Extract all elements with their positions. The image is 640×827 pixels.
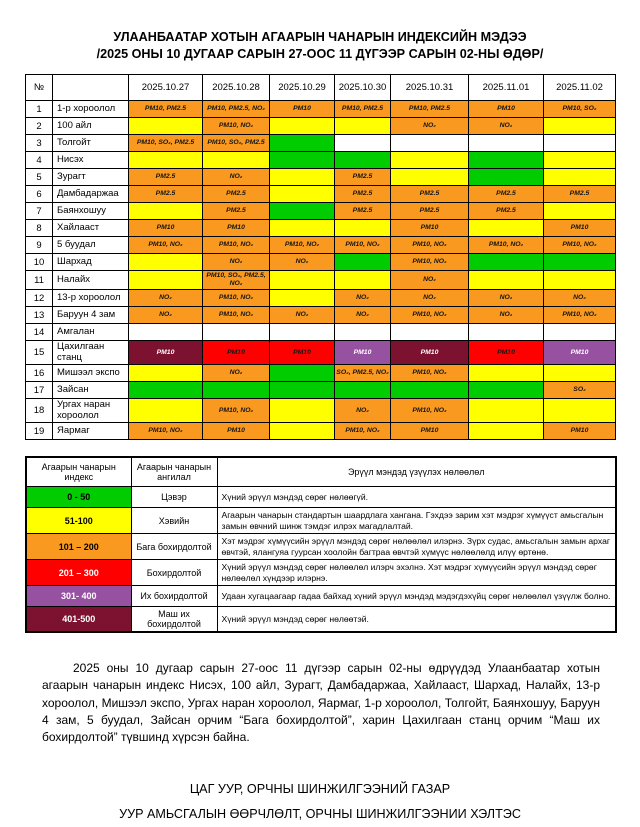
aqi-cell [391, 152, 469, 169]
aqi-cell [270, 423, 335, 440]
legend-header-cell: Агаарын чанарын ангилал [131, 457, 217, 487]
legend-header-row [26, 457, 616, 487]
district-name: Дамбадаржаа [53, 186, 129, 203]
aqi-cell: PM10, SO₂, PM2.5 [129, 135, 203, 152]
aqi-cell: SO₂, PM2.5, NO₂ [335, 365, 391, 382]
aqi-cell [335, 324, 391, 341]
aqi-cell: NO₂ [203, 169, 270, 186]
aqi-cell [469, 399, 544, 423]
aqi-cell [544, 169, 616, 186]
aqi-cell: PM10, NO₂ [391, 365, 469, 382]
aqi-cell [129, 271, 203, 290]
aqi-cell [544, 135, 616, 152]
aqi-cell [129, 324, 203, 341]
aqi-cell: NO₂ [270, 254, 335, 271]
district-row [26, 101, 616, 118]
aqi-cell: PM10 [203, 423, 270, 440]
district-number: 13 [26, 307, 53, 324]
aqi-cell: NO₂ [335, 307, 391, 324]
legend-table [25, 456, 617, 633]
aqi-cell: NO₂ [270, 307, 335, 324]
station-column-header [53, 75, 129, 101]
date-header: 2025.11.01 [469, 75, 544, 101]
aqi-table-body [26, 101, 616, 440]
footer [0, 777, 640, 827]
legend-category: Их бохирдолтой [131, 586, 217, 607]
district-name: Баруун 4 зам [53, 307, 129, 324]
legend-category: Бага бохирдолтой [131, 534, 217, 560]
district-name: Ургах наран хороолол [53, 399, 129, 423]
aqi-cell: PM10 [544, 341, 616, 365]
aqi-cell: PM10, PM2.5, NO₂ [203, 101, 270, 118]
aqi-cell: NO₂ [391, 271, 469, 290]
aqi-cell: PM2.5 [129, 186, 203, 203]
aqi-cell [544, 152, 616, 169]
aqi-cell [544, 271, 616, 290]
aqi-cell [544, 324, 616, 341]
aqi-cell: PM10, SO₂, PM2.5, NO₂ [203, 271, 270, 290]
district-number: 6 [26, 186, 53, 203]
legend-category: Хэвийн [131, 508, 217, 534]
district-number: 15 [26, 341, 53, 365]
district-number: 9 [26, 237, 53, 254]
district-name: Баянхошуу [53, 203, 129, 220]
aqi-cell: NO₂ [129, 307, 203, 324]
district-name: Мишээл экспо [53, 365, 129, 382]
aqi-table [25, 74, 616, 440]
legend-range: 51-100 [26, 508, 131, 534]
aqi-cell [270, 399, 335, 423]
aqi-cell: PM10, NO₂ [391, 307, 469, 324]
footer-line-1: ЦАГ УУР, ОРЧНЫ ШИНЖИЛГЭЭНИЙ ГАЗАР [189, 782, 451, 797]
aqi-cell: NO₂ [469, 307, 544, 324]
aqi-cell [544, 399, 616, 423]
aqi-table-header [26, 75, 616, 101]
district-name: Зайсан [53, 382, 129, 399]
aqi-cell: PM10 [129, 220, 203, 237]
aqi-cell: PM10, SO₂ [544, 101, 616, 118]
district-number: 10 [26, 254, 53, 271]
aqi-cell: PM10 [203, 220, 270, 237]
date-header: 2025.10.28 [203, 75, 270, 101]
aqi-cell [469, 271, 544, 290]
district-name: 5 буудал [53, 237, 129, 254]
district-number: 2 [26, 118, 53, 135]
aqi-cell [391, 135, 469, 152]
aqi-cell: PM10 [335, 341, 391, 365]
aqi-cell [335, 382, 391, 399]
legend-table-header [26, 457, 616, 487]
aqi-cell [129, 203, 203, 220]
district-number: 11 [26, 271, 53, 290]
aqi-cell: PM2.5 [391, 203, 469, 220]
date-header: 2025.10.29 [270, 75, 335, 101]
aqi-cell: PM10 [391, 220, 469, 237]
aqi-cell: NO₂ [391, 118, 469, 135]
legend-range: 0 - 50 [26, 487, 131, 508]
aqi-cell: PM10, NO₂ [469, 237, 544, 254]
aqi-cell [270, 382, 335, 399]
district-number: 3 [26, 135, 53, 152]
aqi-cell: PM2.5 [335, 186, 391, 203]
district-name: Нисэх [53, 152, 129, 169]
aqi-cell [129, 118, 203, 135]
legend-header-cell: Эрүүл мэндэд үзүүлэх нөлөөлөл [217, 457, 616, 487]
aqi-cell [335, 118, 391, 135]
aqi-cell [391, 382, 469, 399]
aqi-cell: PM10 [203, 341, 270, 365]
aqi-cell: SO₂ [544, 382, 616, 399]
aqi-cell [544, 203, 616, 220]
aqi-cell [270, 290, 335, 307]
district-row [26, 203, 616, 220]
district-name: Налайх [53, 271, 129, 290]
aqi-cell: NO₂ [544, 290, 616, 307]
aqi-cell [391, 169, 469, 186]
aqi-cell: NO₂ [203, 365, 270, 382]
district-row [26, 341, 616, 365]
legend-row [26, 607, 616, 633]
district-row [26, 271, 616, 290]
aqi-cell: NO₂ [391, 290, 469, 307]
aqi-cell: PM10 [270, 101, 335, 118]
aqi-cell: NO₂ [335, 399, 391, 423]
aqi-cell: PM10 [469, 101, 544, 118]
district-number: 4 [26, 152, 53, 169]
district-row [26, 324, 616, 341]
aqi-cell [270, 152, 335, 169]
aqi-cell [335, 271, 391, 290]
legend-row [26, 560, 616, 586]
aqi-cell [270, 169, 335, 186]
date-header: 2025.10.31 [391, 75, 469, 101]
legend-category: Маш их бохирдолтой [131, 607, 217, 633]
aqi-cell [270, 135, 335, 152]
legend-row [26, 508, 616, 534]
aqi-header-row [26, 75, 616, 101]
district-name: 100 айл [53, 118, 129, 135]
aqi-cell [270, 203, 335, 220]
legend-row [26, 534, 616, 560]
aqi-cell [469, 382, 544, 399]
district-number: 5 [26, 169, 53, 186]
aqi-cell: PM10, NO₂ [203, 290, 270, 307]
district-row [26, 186, 616, 203]
district-number: 1 [26, 101, 53, 118]
district-row [26, 382, 616, 399]
footer-line-2: УУР АМЬСГАЛЫН ӨӨРЧЛӨЛТ, ОРЧНЫ ШИНЖИЛГЭЭНИИ ХЭЛТЭС [119, 807, 521, 822]
district-name: Толгойт [53, 135, 129, 152]
district-number: 17 [26, 382, 53, 399]
aqi-cell [544, 254, 616, 271]
aqi-cell [469, 152, 544, 169]
aqi-cell [203, 382, 270, 399]
aqi-cell: PM10, NO₂ [203, 118, 270, 135]
legend-row [26, 487, 616, 508]
district-name: Хайлааст [53, 220, 129, 237]
aqi-cell: PM10, NO₂ [335, 237, 391, 254]
aqi-cell: PM10, NO₂ [544, 237, 616, 254]
district-row [26, 152, 616, 169]
legend-range: 301- 400 [26, 586, 131, 607]
aqi-cell [203, 152, 270, 169]
aqi-cell: PM10, NO₂ [203, 399, 270, 423]
summary-paragraph: 2025 оны 10 дугаар сарын 27-оос 11 дүгээр сарын 02-ны өдрүүдэд Улаанбаатар хотын агаарын чанарын индекс Нисэх, 100 айл, Зурагт, Дамбадаржаа, Хайлааст, Шархад, Налайх, 13-р хороолол, Мишээл экспо, Ургах наран хороолол, Яармаг, 1-р хороолол, Толгойт, Баянхошуу, Баруун 4 зам, 5 буудал, Зайсан орчим “Бага бохирдолтой”, харин Цахилгаан станц орчим “Маш их бохирдолтой” түвшинд хүрсэн байна. [42, 661, 600, 745]
aqi-cell: PM2.5 [469, 203, 544, 220]
aqi-cell: NO₂ [203, 254, 270, 271]
aqi-cell: PM10, NO₂ [391, 254, 469, 271]
aqi-cell [270, 324, 335, 341]
aqi-cell [335, 254, 391, 271]
district-number: 12 [26, 290, 53, 307]
aqi-cell [469, 365, 544, 382]
date-header: 2025.10.30 [335, 75, 391, 101]
legend-header-cell: Агаарын чанарын индекс [26, 457, 131, 487]
aqi-cell: PM10, NO₂ [391, 237, 469, 254]
aqi-cell [129, 399, 203, 423]
aqi-cell [469, 254, 544, 271]
aqi-cell: PM10, PM2.5 [391, 101, 469, 118]
district-number: 19 [26, 423, 53, 440]
aqi-cell [129, 382, 203, 399]
district-number: 16 [26, 365, 53, 382]
aqi-cell [335, 135, 391, 152]
district-name: Цахилгаан станц [53, 341, 129, 365]
aqi-cell: PM2.5 [129, 169, 203, 186]
district-name: 13-р хороолол [53, 290, 129, 307]
district-name: Яармаг [53, 423, 129, 440]
aqi-cell: NO₂ [469, 118, 544, 135]
page-title [0, 0, 640, 63]
aqi-cell: PM10, NO₂ [335, 423, 391, 440]
district-number: 8 [26, 220, 53, 237]
district-name: Амгалан [53, 324, 129, 341]
aqi-cell: PM2.5 [203, 203, 270, 220]
legend-table-body [26, 487, 616, 633]
district-row [26, 135, 616, 152]
aqi-cell [270, 118, 335, 135]
aqi-cell [270, 365, 335, 382]
aqi-cell: PM2.5 [335, 203, 391, 220]
aqi-cell [203, 324, 270, 341]
legend-category: Цэвэр [131, 487, 217, 508]
district-number: 7 [26, 203, 53, 220]
legend-range: 101 – 200 [26, 534, 131, 560]
aqi-cell: PM2.5 [391, 186, 469, 203]
aqi-cell: PM10, NO₂ [203, 237, 270, 254]
title-line-1: УЛААНБААТАР ХОТЫН АГААРЫН ЧАНАРЫН ИНДЕКСИЙН МЭДЭЭ [113, 30, 527, 44]
date-header: 2025.10.27 [129, 75, 203, 101]
date-header: 2025.11.02 [544, 75, 616, 101]
aqi-cell: PM10, NO₂ [544, 307, 616, 324]
aqi-cell: PM10 [391, 423, 469, 440]
aqi-cell: PM10 [129, 341, 203, 365]
district-row [26, 399, 616, 423]
aqi-cell: PM2.5 [335, 169, 391, 186]
aqi-cell [391, 324, 469, 341]
aqi-cell: NO₂ [129, 290, 203, 307]
aqi-cell: PM10, NO₂ [129, 237, 203, 254]
aqi-cell [270, 220, 335, 237]
district-row [26, 237, 616, 254]
legend-effect: Агаарын чанарын стандартын шаардлага хангана. Гэхдээ зарим хэт мэдрэг хүмүүст амьсгалын замын өвчний шинж тэмдэг илрэх магадлалтай. [217, 508, 616, 534]
legend-range: 401-500 [26, 607, 131, 633]
aqi-cell [469, 135, 544, 152]
aqi-cell [129, 365, 203, 382]
aqi-cell [335, 152, 391, 169]
legend-range: 201 – 300 [26, 560, 131, 586]
aqi-cell [270, 186, 335, 203]
aqi-cell [469, 423, 544, 440]
legend-effect: Хүний эрүүл мэндэд сөрөг нөлөөлөл илэрч эхэлнэ. Хэт мэдрэг хүмүүсийн эрүүл мэндэд сөрөг нөлөөлөл хүндээр илэрнэ. [217, 560, 616, 586]
aqi-cell: NO₂ [469, 290, 544, 307]
aqi-cell: PM2.5 [469, 186, 544, 203]
aqi-cell: PM10, NO₂ [391, 399, 469, 423]
aqi-cell [335, 220, 391, 237]
legend-effect: Удаан хугацаагаар гадаа байхад хүний эрүүл мэндэд мэдэгдэхүйц сөрөг нөлөөлөл үзүүлж болно. [217, 586, 616, 607]
district-row [26, 423, 616, 440]
aqi-cell: PM10, SO₂, PM2.5 [203, 135, 270, 152]
aqi-cell: PM10, NO₂ [129, 423, 203, 440]
district-row [26, 365, 616, 382]
aqi-cell: PM10, PM2.5 [129, 101, 203, 118]
aqi-cell [469, 169, 544, 186]
aqi-cell: PM10 [391, 341, 469, 365]
aqi-cell: PM10 [544, 220, 616, 237]
number-column-header: № [26, 75, 53, 101]
aqi-cell: PM10 [469, 341, 544, 365]
legend-effect: Хүний эрүүл мэндэд сөрөг нөлөөгүй. [217, 487, 616, 508]
district-row [26, 169, 616, 186]
district-row [26, 307, 616, 324]
aqi-cell: NO₂ [335, 290, 391, 307]
aqi-cell [469, 324, 544, 341]
aqi-cell: PM10 [270, 341, 335, 365]
district-number: 18 [26, 399, 53, 423]
aqi-cell: PM2.5 [544, 186, 616, 203]
aqi-cell: PM10, NO₂ [270, 237, 335, 254]
legend-row [26, 586, 616, 607]
aqi-cell [544, 365, 616, 382]
aqi-cell [129, 254, 203, 271]
aqi-cell: PM10 [544, 423, 616, 440]
district-name: Шархад [53, 254, 129, 271]
district-row [26, 290, 616, 307]
aqi-cell [469, 220, 544, 237]
district-row [26, 254, 616, 271]
district-name: Зурагт [53, 169, 129, 186]
aqi-cell [129, 152, 203, 169]
aqi-cell: PM10, PM2.5 [335, 101, 391, 118]
district-name: 1-р хороолол [53, 101, 129, 118]
legend-effect: Хүний эрүүл мэндэд сөрөг нөлөөтэй. [217, 607, 616, 633]
legend-category: Бохирдолтой [131, 560, 217, 586]
aqi-cell: PM2.5 [203, 186, 270, 203]
aqi-cell [270, 271, 335, 290]
district-row [26, 118, 616, 135]
aqi-cell: PM10, NO₂ [203, 307, 270, 324]
district-row [26, 220, 616, 237]
title-line-2: /2025 ОНЫ 10 ДУГААР САРЫН 27-ООС 11 ДҮГЭЭР САРЫН 02-НЫ ӨДӨР/ [96, 47, 544, 61]
legend-effect: Хэт мэдрэг хүмүүсийн эрүүл мэндэд сөрөг нөлөөлөл илэрнэ. Зүрх судас, амьсгалын замын архаг өвчтэй, ялангуяа гуурсан хоолойн багтраа өвчтэй хүмүүс нөлөөлөлд илүү өртөнө. [217, 534, 616, 560]
aqi-cell [544, 118, 616, 135]
district-number: 14 [26, 324, 53, 341]
